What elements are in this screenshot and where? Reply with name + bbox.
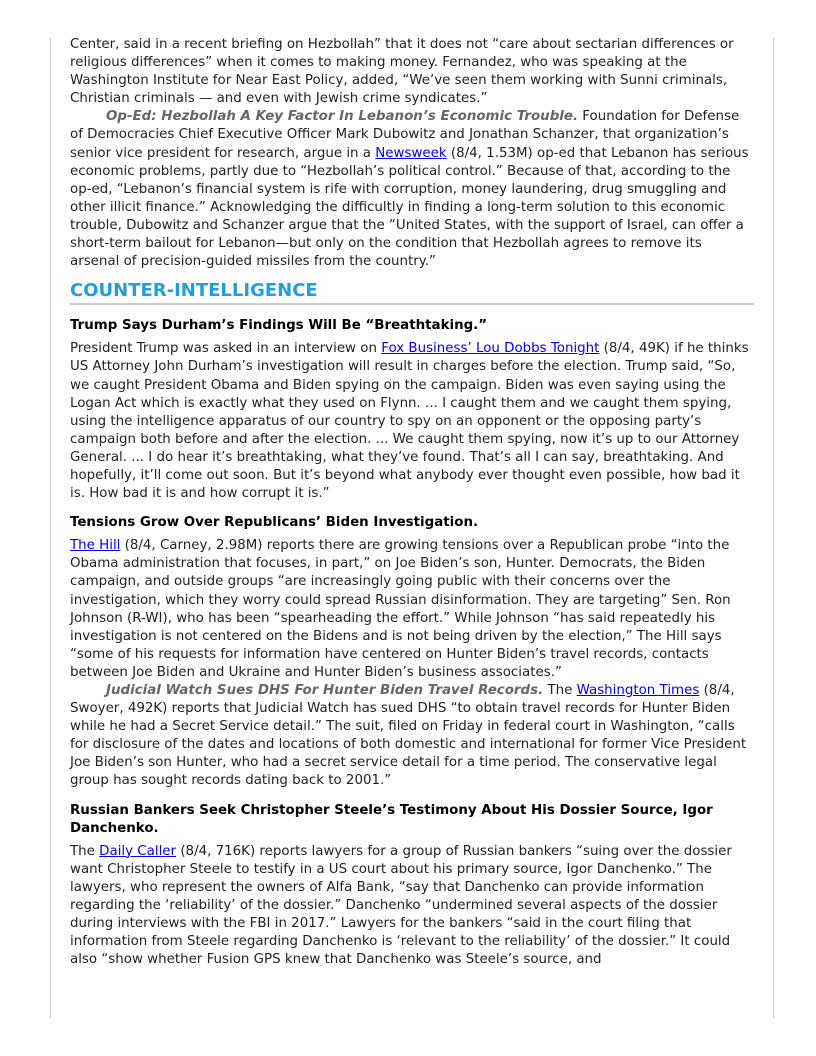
link-washington-times[interactable]: Washington Times [576, 683, 700, 698]
headline-steele: Russian Bankers Seek Christopher Steele’s Testimony About His Dossier Source, Igor Danchenko. [70, 802, 713, 836]
paragraph-oped [70, 108, 754, 271]
page-border-left [50, 38, 51, 1018]
page-border-right [773, 38, 774, 1018]
link-newsweek[interactable]: Newsweek [375, 145, 447, 161]
subheadline-judicial-watch: Judicial Watch Sues DHS For Hunter Biden Travel Records. [106, 683, 544, 698]
steele-text-a: The [70, 843, 100, 859]
judicial-text-b: (8/4, Swoyer, 492K) reports that Judicial Watch has sued DHS “to obtain travel records for Hunter Biden while he had a Secret Service detail.” The suit, filed on Friday in federal court in Washington, “calls for disclosure of the dates and locations of both domestic and international for former Vice President Joe Biden’s son Hunter, who had a secret service detail for a time period. The conservative legal group has sought records dating back to 2001.” [70, 683, 747, 789]
paragraph-tensions [70, 537, 754, 682]
durham-text-b: (8/4, 49K) if he thinks US Attorney John Durham’s investigation will result in charges before the election. Trump said, “So, we caught President Obama and Biden spying on the campaign. Biden was even saying using the Logan Act which is exactly what they used on Flynn. ... I caught them and we caught them spying, using the intelligence apparatus of our country to spy on an opponent or the opposing party’s campaign both before and after the election. ... We caught them spying, now it’s up to our Attorney General. ... I do hear it’s breathtaking, what they’ve found. That’s all I can say, breathtaking. And hopefully, it’ll come out soon. But it’s beyond what anybody ever thought even possible, how bad it is. How bad it is and how corrupt it is.” [70, 341, 749, 502]
judicial-text-a: The [543, 683, 577, 698]
durham-text-a: President Trump was asked in an interview on [70, 341, 382, 357]
headline-durham: Trump Says Durham’s Findings Will Be “Breathtaking.” [70, 318, 488, 334]
subheadline-oped: Op-Ed: Hezbollah A Key Factor In Lebanon’s Economic Trouble. [106, 109, 579, 125]
paragraph-intro: Center, said in a recent briefing on Hezbollah” that it does not “care about sectarian differences or religious differences” when it comes to making money. Fernandez, who was speaking at the Washington Institute for Near East Policy, added, “We’ve seen them working with Sunni criminals, Christian criminals — and even with Jewish crime syndicates.” [70, 37, 734, 107]
link-daily-caller[interactable]: Daily Caller [99, 843, 177, 859]
headline-tensions: Tensions Grow Over Republicans’ Biden Investigation. [70, 515, 479, 531]
paragraph-judicial-watch [70, 682, 754, 791]
section-title: COUNTER-INTELLIGENCE [70, 280, 754, 305]
steele-text-b: (8/4, 716K) reports lawyers for a group of Russian bankers “suing over the dossier want Christopher Steele to testify in a US court about his primary source, Igor Danchenko.” The lawyers, who represent the owners of Alfa Bank, “say that Danchenko can provide information regarding the ‘reliability’ of the dossier.” Danchenko “undermined several aspects of the dossier during interviews with the FBI in 2017.” Lawyers for the bankers “said in the court filing that information from Steele regarding Danchenko is ‘relevant to the reliability’ of the dossier.” It could also “show whether Fusion GPS knew that Danchenko was Steele’s source, and [70, 843, 732, 968]
paragraph-durham [70, 340, 754, 503]
tensions-text: (8/4, Carney, 2.98M) reports there are growing tensions over a Republican probe “into the Obama administration that focuses, in part,” on Joe Biden’s son, Hunter. Democrats, the Biden campaign, and outside groups “are increasingly going public with their concerns over the investigation, which they worry could spread Russian disinformation. They are targeting” Sen. Ron Johnson (R-WI), who has been “spearheading the effort.” While Johnson “has said repeatedly his investigation is not centered on the Bidens and is not being driven by the election,” The Hill says “some of his requests for information have centered on Hunter Biden’s travel records, contacts between Joe Biden and Ukraine and Hunter Biden’s business associates.” [70, 538, 731, 680]
paragraph-steele [70, 843, 754, 970]
oped-text-b: (8/4, 1.53M) op-ed that Lebanon has serious economic problems, partly due to “Hezbollah’s political control.” Because of that, according to the op-ed, “Lebanon’s financial system is rife with corruption, money laundering, drug smuggling and other illicit finance.” Acknowledging the difficultly in finding a long-term solution to this economic trouble, Dubowitz and Schanzer argue that the “United States, with the support of Israel, can offer a short-term bailout for Lebanon—but only on the condition that Hezbollah agrees to remove its arsenal of precision-guided missiles from the country.” [70, 145, 749, 270]
oped-text-a: Foundation for Defense of Democracies Chief Executive Officer Mark Dubowitz and Jonathan Schanzer, that organization’s senior vice president for research, argue in a [70, 109, 740, 161]
link-the-hill[interactable]: The Hill [70, 538, 121, 554]
document-page [70, 36, 754, 969]
link-lou-dobbs[interactable]: Fox Business’ Lou Dobbs Tonight [381, 341, 600, 357]
